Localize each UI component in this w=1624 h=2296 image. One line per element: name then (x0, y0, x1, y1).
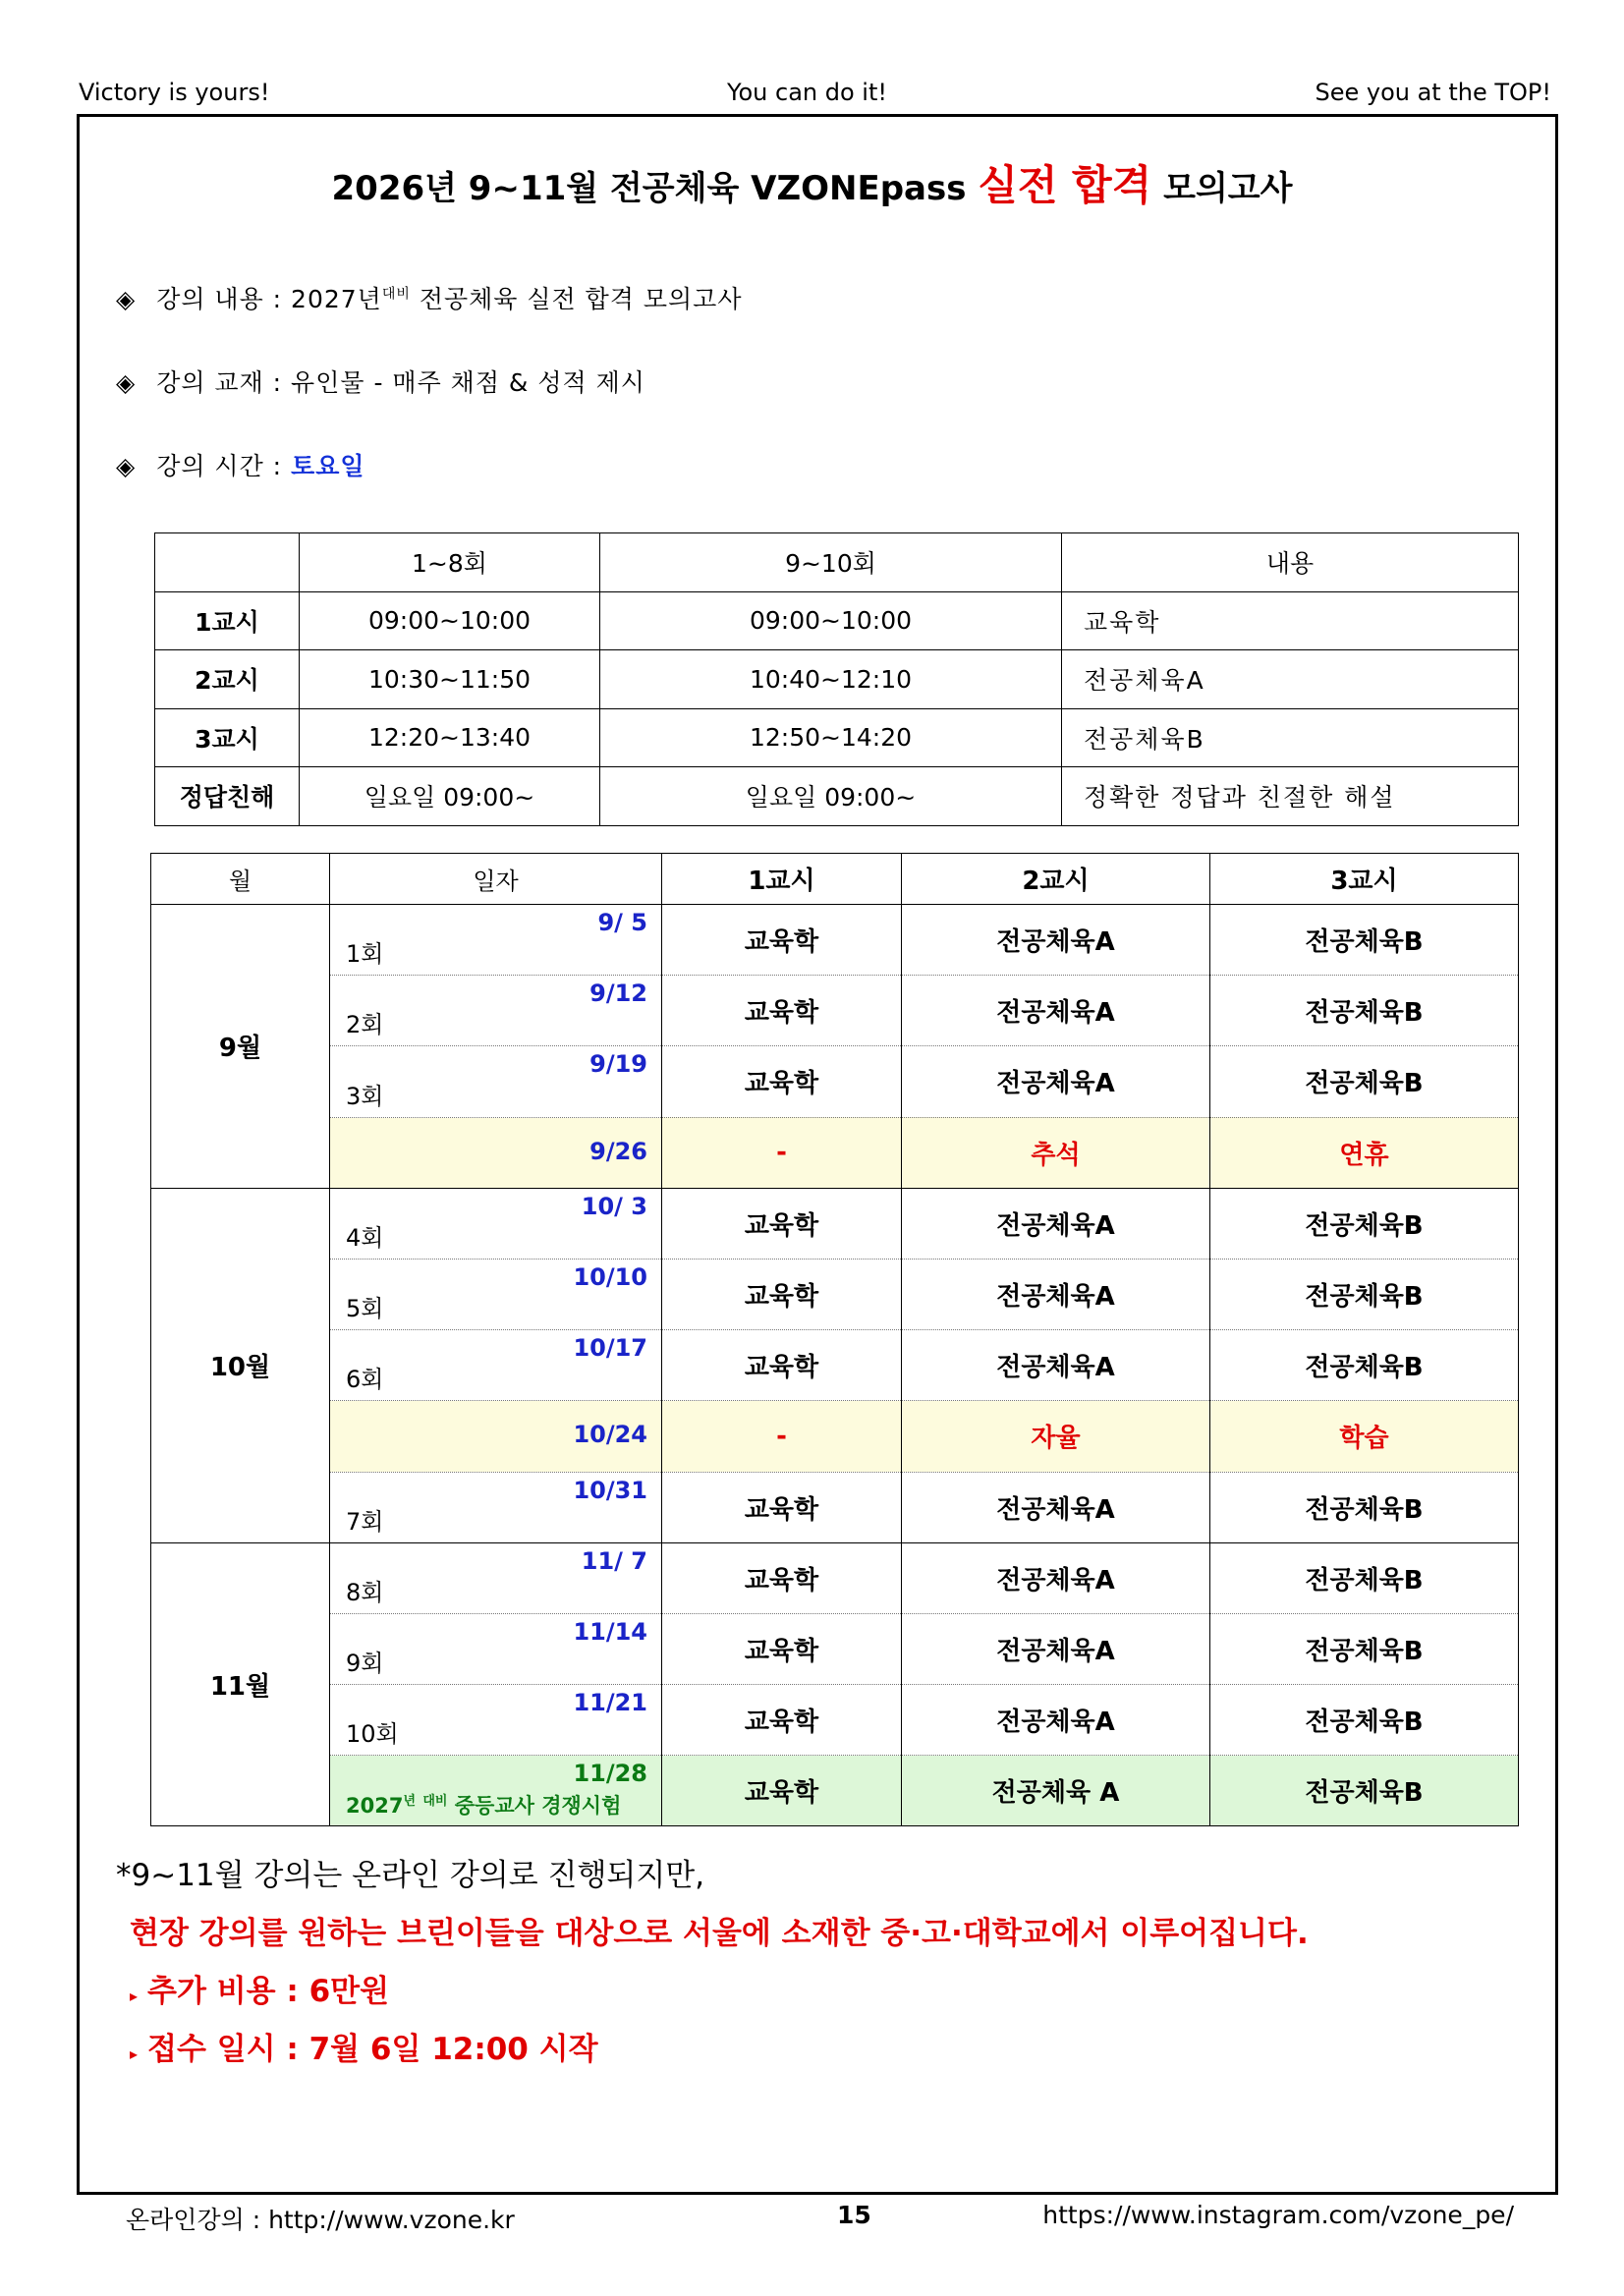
header-date: 일자 (330, 854, 662, 905)
table-row (151, 1046, 1519, 1117)
round-label: 9회 (346, 1650, 384, 1678)
table-row (151, 1685, 1519, 1756)
round-label: 4회 (346, 1223, 384, 1252)
header-cell: 1~8회 (300, 533, 600, 592)
period1-cell: 교육학 (662, 1330, 902, 1401)
period1-cell: 교육학 (662, 1756, 902, 1826)
time-cell: 09:00~10:00 (600, 591, 1062, 650)
holiday-row (151, 1117, 1519, 1188)
info-material (116, 364, 645, 399)
monthly-calendar-table (150, 853, 1519, 1826)
page-number: 15 (837, 2201, 871, 2229)
note-cost-text: 추가 비용 : 6만원 (147, 1974, 390, 2009)
date-cell (330, 1401, 662, 1472)
exam-year: 2027 (346, 1794, 404, 1819)
date-cell (330, 1542, 662, 1613)
page-title (0, 153, 1624, 212)
content-label: 강의 내용 : 2027년 (156, 285, 382, 313)
title-part2: 모의고사 (1163, 169, 1293, 208)
table-row (151, 976, 1519, 1046)
content-cell: 정확한 정답과 친절한 해설 (1062, 767, 1519, 826)
time-cell: 10:30~11:50 (300, 650, 600, 709)
period2-cell: 전공체육A (902, 1046, 1210, 1117)
period1-cell: - (662, 1117, 902, 1188)
time-label: 강의 시간 : (156, 452, 283, 480)
period2-cell: 전공체육 A (902, 1756, 1210, 1826)
month-october: 10월 (151, 1188, 330, 1542)
period3-cell: 전공체육B (1210, 1613, 1519, 1684)
info-content (116, 280, 743, 315)
period1-cell: 교육학 (662, 1613, 902, 1684)
content-value: 전공체육 실전 합격 모의고사 (419, 285, 743, 313)
footer-website: 온라인강의 : http://www.vzone.kr (126, 2206, 515, 2234)
period2-cell: 전공체육A (902, 1472, 1210, 1542)
date-cell (330, 976, 662, 1046)
header-period3: 3교시 (1210, 854, 1519, 905)
period3-cell: 전공체육B (1210, 1188, 1519, 1259)
note-registration-text: 접수 일시 : 7월 6일 12:00 시작 (147, 2032, 598, 2067)
diamond-bullet-icon: ◈ (116, 452, 137, 480)
date-value: 9/26 (589, 1137, 647, 1165)
date-value: 9/12 (589, 980, 647, 1008)
exam-year-suffix: 년 (403, 1794, 417, 1810)
note-cost (130, 1966, 389, 2010)
header-period1: 1교시 (662, 854, 902, 905)
period3-cell: 전공체육B (1210, 1330, 1519, 1401)
period-label: 3교시 (155, 708, 300, 767)
period3-cell: 전공체육B (1210, 1542, 1519, 1613)
period3-cell: 연휴 (1210, 1117, 1519, 1188)
period1-cell: 교육학 (662, 1259, 902, 1329)
table-row (151, 1472, 1519, 1542)
date-cell (330, 1330, 662, 1401)
note-registration (130, 2024, 598, 2068)
info-time (116, 447, 365, 482)
date-value: 9/19 (589, 1050, 647, 1079)
date-value: 11/21 (573, 1689, 647, 1717)
date-value: 10/10 (573, 1262, 647, 1291)
period-label: 1교시 (155, 591, 300, 650)
time-cell: 10:40~12:10 (600, 650, 1062, 709)
table-row (155, 650, 1519, 709)
time-cell: 일요일 09:00~ (600, 767, 1062, 826)
date-value: 10/24 (573, 1421, 647, 1449)
period-label: 정답친해 (155, 767, 300, 826)
diamond-bullet-icon: ◈ (116, 285, 137, 313)
round-label: 2회 (346, 1011, 384, 1039)
header-cell (155, 533, 300, 592)
table-row (151, 905, 1519, 976)
period2-cell: 자율 (902, 1401, 1210, 1472)
period1-cell: 교육학 (662, 1685, 902, 1756)
exam-row (151, 1756, 1519, 1826)
table-row (151, 1188, 1519, 1259)
date-cell (330, 1613, 662, 1684)
period1-cell: 교육학 (662, 1472, 902, 1542)
date-cell (330, 905, 662, 976)
round-label: 8회 (346, 1578, 384, 1606)
period3-cell: 전공체육B (1210, 976, 1519, 1046)
date-cell (330, 1756, 662, 1826)
month-november: 11월 (151, 1542, 330, 1826)
month-september: 9월 (151, 905, 330, 1189)
triangle-bullet-icon: ▸ (130, 1987, 139, 2005)
header-cell: 내용 (1062, 533, 1519, 592)
date-value: 10/ 3 (581, 1192, 647, 1220)
title-part1: 2026년 9~11월 전공체육 VZONEpass (331, 169, 967, 208)
period2-cell: 전공체육A (902, 976, 1210, 1046)
header-right-slogan: See you at the TOP! (1315, 79, 1551, 106)
period1-cell: 교육학 (662, 905, 902, 976)
round-label: 5회 (346, 1295, 384, 1323)
period3-cell: 전공체육B (1210, 1756, 1519, 1826)
period1-cell: 교육학 (662, 1046, 902, 1117)
period2-cell: 전공체육A (902, 1259, 1210, 1329)
table-row (151, 1259, 1519, 1329)
round-label: 3회 (346, 1082, 384, 1110)
date-value: 11/ 7 (581, 1546, 647, 1575)
content-sup: 대비 (381, 286, 411, 303)
period1-cell: - (662, 1401, 902, 1472)
date-value: 9/ 5 (597, 909, 647, 936)
material-text: 강의 교재 : 유인물 - 매주 채점 & 성적 제시 (156, 368, 645, 397)
exam-prep-suffix: 대비 (422, 1794, 448, 1810)
date-value: 11/14 (573, 1617, 647, 1646)
footer-instagram: https://www.instagram.com/vzone_pe/ (1042, 2201, 1514, 2229)
date-value: 10/17 (573, 1334, 647, 1363)
content-cell: 전공체육B (1062, 708, 1519, 767)
content-cell: 전공체육A (1062, 650, 1519, 709)
header-cell: 9~10회 (600, 533, 1062, 592)
round-label: 7회 (346, 1507, 384, 1536)
header-period2: 2교시 (902, 854, 1210, 905)
time-cell: 12:50~14:20 (600, 708, 1062, 767)
header-left-slogan: Victory is yours! (79, 79, 270, 106)
date-cell (330, 1685, 662, 1756)
period3-cell: 학습 (1210, 1401, 1519, 1472)
table-row (155, 708, 1519, 767)
diamond-bullet-icon: ◈ (116, 368, 137, 397)
date-cell (330, 1188, 662, 1259)
round-label: 1회 (346, 940, 384, 969)
period1-cell: 교육학 (662, 1542, 902, 1613)
table-row (155, 591, 1519, 650)
triangle-bullet-icon: ▸ (130, 2044, 139, 2063)
date-cell (330, 1259, 662, 1329)
period3-cell: 전공체육B (1210, 1685, 1519, 1756)
period2-cell: 추석 (902, 1117, 1210, 1188)
date-value: 10/31 (573, 1476, 647, 1504)
date-cell (330, 1117, 662, 1188)
date-cell (330, 1046, 662, 1117)
round-label: 10회 (346, 1720, 399, 1749)
period3-cell: 전공체육B (1210, 905, 1519, 976)
period3-cell: 전공체육B (1210, 1046, 1519, 1117)
note-online: *9~11월 강의는 온라인 강의로 진행되지만, (116, 1858, 705, 1893)
exam-label (346, 1790, 621, 1820)
holiday-row (151, 1401, 1519, 1472)
table-row (151, 1613, 1519, 1684)
note-offline: 현장 강의를 원하는 브린이들을 대상으로 서울에 소재한 중·고·대학교에서 이루어집니다. (130, 1916, 1309, 1951)
table-row (155, 767, 1519, 826)
time-cell: 09:00~10:00 (300, 591, 600, 650)
time-cell: 12:20~13:40 (300, 708, 600, 767)
round-label: 6회 (346, 1366, 384, 1394)
table-header-row (151, 854, 1519, 905)
table-row (151, 1542, 1519, 1613)
period2-cell: 전공체육A (902, 1613, 1210, 1684)
table-header-row (155, 533, 1519, 592)
date-cell (330, 1472, 662, 1542)
time-schedule-table (154, 532, 1519, 826)
period1-cell: 교육학 (662, 976, 902, 1046)
date-value: 11/28 (573, 1760, 647, 1788)
period1-cell: 교육학 (662, 1188, 902, 1259)
header-month: 월 (151, 854, 330, 905)
title-highlight: 실전 합격 (978, 161, 1152, 209)
table-row (151, 1330, 1519, 1401)
time-cell: 일요일 09:00~ (300, 767, 600, 826)
content-cell: 교육학 (1062, 591, 1519, 650)
time-value: 토요일 (291, 452, 365, 480)
exam-name: 중등교사 경쟁시험 (454, 1794, 622, 1819)
period2-cell: 전공체육A (902, 1330, 1210, 1401)
period-label: 2교시 (155, 650, 300, 709)
period2-cell: 전공체육A (902, 1542, 1210, 1613)
period3-cell: 전공체육B (1210, 1259, 1519, 1329)
period2-cell: 전공체육A (902, 1188, 1210, 1259)
period2-cell: 전공체육A (902, 1685, 1210, 1756)
period2-cell: 전공체육A (902, 905, 1210, 976)
header-center-slogan: You can do it! (727, 79, 887, 106)
period3-cell: 전공체육B (1210, 1472, 1519, 1542)
